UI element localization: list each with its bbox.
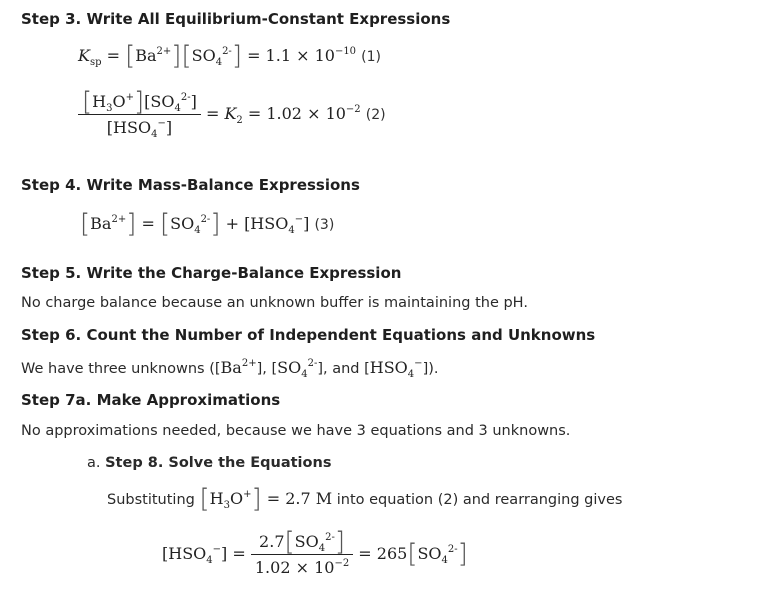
- step8-list-item: [87, 455, 331, 471]
- list-marker: a.: [87, 455, 101, 471]
- equation-tag-1: (1): [361, 49, 381, 65]
- step6-heading: Step 6. Count the Number of Independent Equations and Unknowns: [21, 326, 596, 344]
- step7a-heading: Step 7a. Make Approximations: [21, 391, 281, 409]
- k2-fraction: $\frac{[H_3O^+][SO_4^{2-}]}{[HSO_4^-]}$: [78, 92, 201, 137]
- step3-heading: Step 3. Write All Equilibrium-Constant Expressions: [21, 10, 451, 28]
- step5-text: No charge balance because an unknown buffer is maintaining the pH.: [21, 295, 528, 311]
- step8-heading: Step 8. Solve the Equations: [105, 455, 332, 471]
- mass-balance-equation: $[Ba^{2+}] = [SO_4^{2-}] + [HSO_4^-]$ (3): [80, 209, 335, 239]
- step4-heading: Step 4. Write Mass-Balance Expressions: [21, 176, 360, 194]
- final-fraction: $\frac{2.7[SO_4^{2-}]}{1.02 \times 10^{-2}}$: [251, 532, 353, 577]
- ksp-equation: $K_{sp} = [Ba^{2+}][SO_4^{2-}] = 1.1 \times 10^{-10}$ (1): [78, 41, 381, 71]
- equation-tag-3: (3): [314, 217, 335, 233]
- final-equation: $[HSO_4^-]$ = $\frac{2.7[SO_4^{2-}]}{1.02 \times 10^{-2}}$ = $265[SO_4^{2-}]$: [162, 527, 468, 577]
- step8-substitution-text: Substituting $[H_3O^+] = 2.7$ M into equation (2) and rearranging gives: [107, 484, 623, 514]
- step6-text: We have three unknowns ($[Ba^{2+}]$, $[SO_4^{2-}]$, and $[HSO_4^-]$).: [21, 358, 439, 380]
- equation-tag-2: (2): [365, 107, 386, 123]
- step5-heading: Step 5. Write the Charge-Balance Expression: [21, 264, 402, 282]
- step7a-text: No approximations needed, because we have 3 equations and 3 unknowns.: [21, 423, 571, 439]
- k2-equation: $\frac{[H_3O^+][SO_4^{2-}]}{[HSO_4^-]}$ = $K_2 = 1.02 \times 10^{-2}$ (2): [78, 92, 386, 137]
